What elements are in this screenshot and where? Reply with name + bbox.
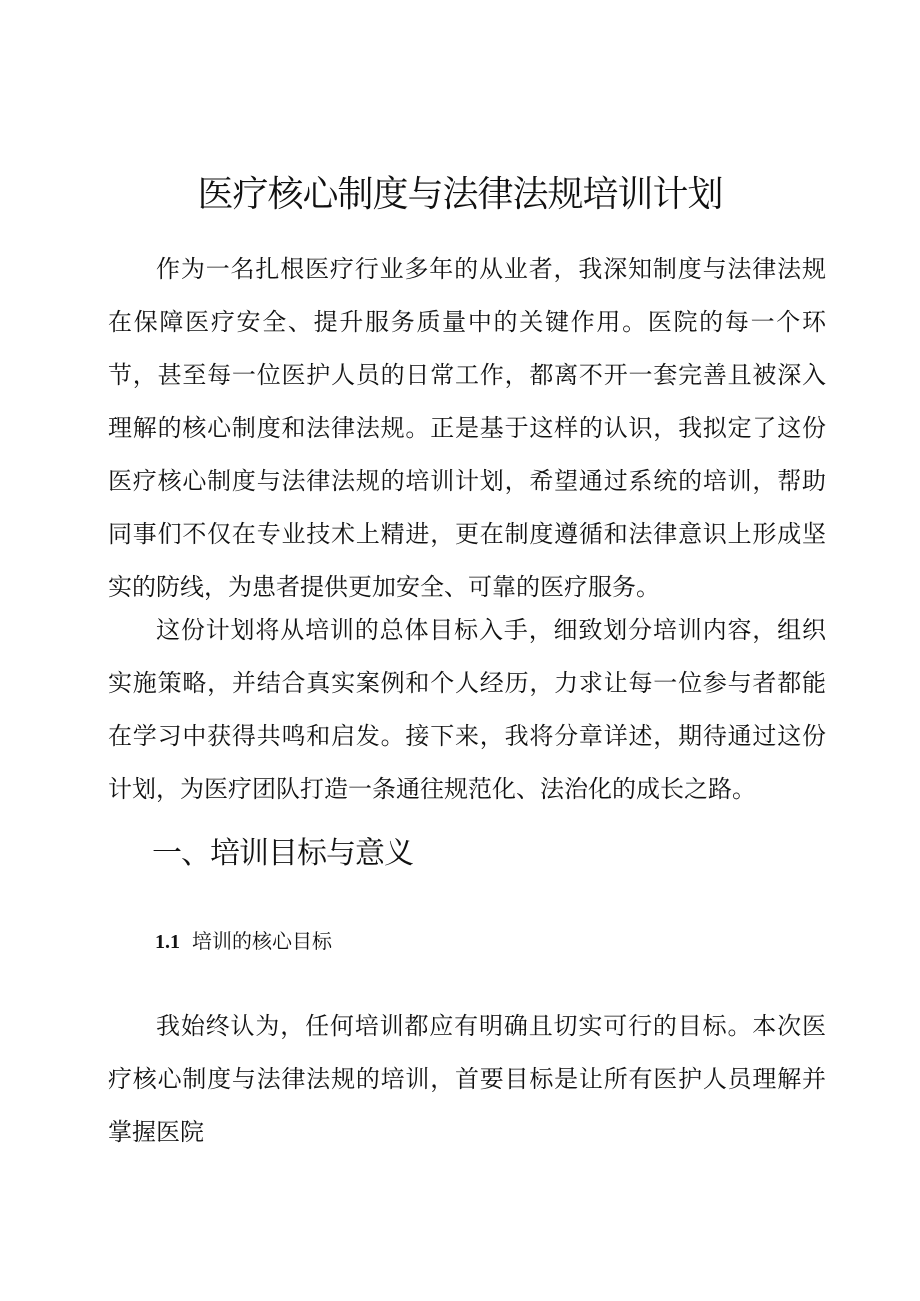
intro-paragraph: 作为一名扎根医疗行业多年的从业者，我深知制度与法律法规在保障医疗安全、提升服务质量中的关键作用。医院的每一个环节，甚至每一位医护人员的日常工作，都离不开一套完善且被深入理解的核心制度和法律法规。正是基于这样的认识，我拟定了这份医疗核心制度与法律法规的培训计划，希望通过系统的培训，帮助同事们不仅在专业技术上精进，更在制度遵循和法律意识上形成坚实的防线，为患者提供更加安全、可靠的医疗服务。 <box>108 255 826 601</box>
document-title: 医疗核心制度与法律法规培训计划 <box>197 174 723 215</box>
goal-paragraph: 我始终认为，任何培训都应有明确且切实可行的目标。本次医疗核心制度与法律法规的培训，首要目标是让所有医护人员理解并掌握医院 <box>108 1012 826 1146</box>
subsection-number: 1.1 <box>155 931 180 953</box>
subsection-heading <box>155 926 332 957</box>
plan-overview-paragraph: 这份计划将从培训的总体目标入手，细致划分培训内容，组织实施策略，并结合真实案例和个人经历，力求让每一位参与者都能在学习中获得共鸣和启发。接下来，我将分章详述，期待通过这份计划，为医疗团队打造一条通往规范化、法治化的成长之路。 <box>108 616 826 803</box>
section-heading: 一、培训目标与意义 <box>152 836 413 871</box>
subsection-title: 培训的核心目标 <box>192 929 332 953</box>
